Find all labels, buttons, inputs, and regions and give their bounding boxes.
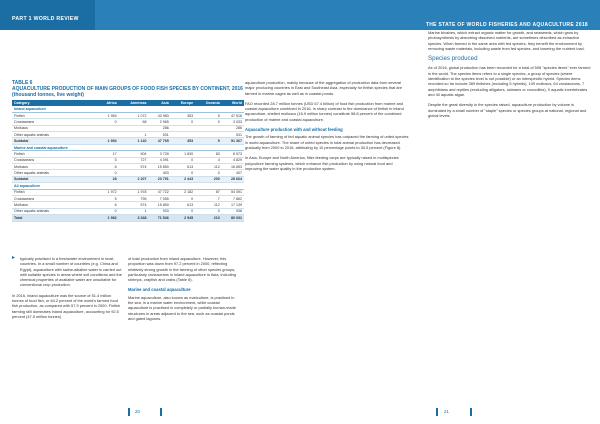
table-cell: 200: [195, 176, 222, 182]
bullet-paragraph: [12, 256, 122, 288]
paragraph: In Asia, Europe and North America, filter-feeding carps are typically raised in multispecies polyculture farming systems, which enhance fish production by using natural food and improving the water quality in the production system.: [245, 155, 399, 171]
row-label-cell: Other aquatic animals: [12, 132, 98, 138]
table-cell: 1 140: [119, 138, 149, 144]
table-cell: 15 850: [149, 202, 171, 208]
row-label-cell: Other aquatic animals: [12, 208, 98, 214]
production-table: [12, 100, 244, 222]
text-column-1: [12, 256, 122, 324]
row-label-cell: Marine and coastal aquaculture: [12, 144, 98, 150]
table-cell: 0: [195, 119, 222, 125]
table-cell: 353: [171, 138, 195, 144]
header-publication-title: THE STATE OF WORLD FISHERIES AND AQUACULTURE 2018: [425, 22, 588, 28]
table-cell: 3 033: [222, 119, 244, 125]
table-subtitle: (thousand tonnes, live weight): [12, 92, 84, 98]
table-cell: 51 367: [222, 138, 244, 144]
section-heading: Marine and coastal aquaculture: [128, 287, 191, 293]
table-cell: 0: [171, 119, 195, 125]
table-cell: 0: [171, 157, 195, 163]
paragraph: Marine bivalves, which extract organic matter for growth, and seaweeds, which grow by photosynthesis by absorbing dissolved nutrients, are sometimes described as extractive species. When farmed in the same area with fed species, they benefit the environment by removing waste materials, including waste from fed species, and lowering the nutrient load.: [428, 30, 585, 51]
table-cell: 2 182: [171, 189, 195, 195]
table-cell: 795: [119, 195, 149, 201]
table-body: [12, 106, 244, 221]
table-cell: 16 853: [222, 164, 244, 170]
column-header: Oceania: [195, 100, 222, 106]
table-cell: 1 954: [98, 138, 119, 144]
column-header: World: [222, 100, 244, 106]
page-header: [0, 0, 600, 30]
column-header: Africa: [98, 100, 119, 106]
section-heading-large: Species produced: [428, 55, 478, 63]
table-cell: 4: [195, 157, 222, 163]
table-cell: 47 722: [149, 189, 171, 195]
table-cell: 0: [195, 208, 222, 214]
table-cell: 0: [98, 208, 119, 214]
table-cell: 1 982: [98, 215, 119, 221]
row-label-cell: Subtotal: [12, 176, 98, 182]
header-section-title: PART 1 WORLD REVIEW: [12, 16, 79, 22]
table-cell: 1 954: [98, 112, 119, 118]
table-cell: 286: [222, 125, 244, 131]
row-label-cell: Finfish: [12, 151, 98, 157]
table-cell: 0: [98, 170, 119, 176]
row-label-cell: Subtotal: [12, 138, 98, 144]
table-cell: 112: [195, 202, 222, 208]
table-cell: 5: [98, 157, 119, 163]
table-cell: 5: [195, 112, 222, 118]
row-label-cell: Molluscs: [12, 125, 98, 131]
production-table-block: [12, 80, 244, 222]
table-cell: 17 139: [222, 202, 244, 208]
row-label-cell: All aquaculture: [12, 183, 98, 189]
table-cell: 28 664: [222, 176, 244, 182]
paragraph: of total production from inland aquaculture. However, this proportion was down from 97.2 percent in 2000, reflecting relatively strong growth in the farming of other species groups, particularly crustaceans in inland aquaculture in Asia, including shrimps, crayfish and crabs (Table 6).: [128, 256, 236, 283]
table-cell: 7 055: [149, 195, 171, 201]
paragraph: As of 2016, global production has been recorded for a total of 598 "species items" ever farmed in the world. The species items refers to a single species, a group of species (where identification to the species level is not possible) or an interspecific hybrid. Species items recorded so far include 369 finfishes (including 5 hybrids), 109 molluscs, 64 crustaceans, 7 amphibians and reptiles (excluding alligators, caimans or crocodiles), 9 aquatic invertebrates and 40 aquatic algae.: [428, 65, 591, 97]
table-cell: 28: [98, 176, 119, 182]
row-label-cell: Total: [12, 215, 98, 221]
table-cell: 23 791: [149, 176, 171, 182]
table-cell: 5: [195, 138, 222, 144]
table-cell: 15 850: [149, 164, 171, 170]
table-cell: 727: [119, 157, 149, 163]
table-cell: 574: [119, 164, 149, 170]
table-cell: 43 983: [149, 112, 171, 118]
table-cell: 0: [171, 170, 195, 176]
table-cell: 574: [119, 202, 149, 208]
table-label: TABLE 6: [12, 80, 33, 86]
table-cell: 7: [195, 195, 222, 201]
section-heading: Aquaculture production with and without feeding: [245, 127, 343, 133]
table-cell: 0: [195, 170, 222, 176]
column-header: Asia: [149, 100, 171, 106]
table-cell: 3 739: [149, 151, 171, 157]
page-number-left: 20: [135, 409, 140, 414]
row-label-cell: Molluscs: [12, 164, 98, 170]
paragraph-text: typically practised in a freshwater environment in most countries. In a small number of countries (e.g. China and Egypt), aquaculture with saline-alkaline water is carried out with suitable species in areas where soil conditions and the chemical properties of available water are unsuitable for conventional crop production.: [20, 256, 122, 288]
table-cell: 6: [98, 164, 119, 170]
table-cell: 353: [171, 112, 195, 118]
table-cell: 531: [149, 132, 171, 138]
table-cell: 68: [119, 119, 149, 125]
text-column-2: [128, 256, 238, 326]
table-cell: 17: [98, 151, 119, 157]
footer-divider: [470, 408, 472, 416]
table-cell: 47 516: [222, 112, 244, 118]
paragraph: The growth of farming of fed aquatic animal species has outpaced the farming of unfed species in world aquaculture. The share of unfed species in total animal production has decreased gradually from 2000 to 2016, attributing by 10 percentage points to 30.5 percent (Figure 8).: [245, 134, 409, 150]
table-cell: 0: [98, 119, 119, 125]
table-cell: 2 945: [171, 215, 195, 221]
header-band-left: [0, 0, 95, 30]
table-cell: 80 031: [222, 215, 244, 221]
column-header: Category: [12, 100, 98, 106]
table-cell: 1 972: [98, 189, 119, 195]
row-label-cell: Inland aquaculture: [12, 106, 98, 112]
table-cell: 1 830: [171, 151, 195, 157]
table-cell: 47 765: [149, 138, 171, 144]
table-total-row: [12, 215, 244, 221]
table-cell: 613: [171, 164, 195, 170]
paragraph: Marine aquaculture, also known as mariculture, is practised in the sea, in a marine water environment, while coastal aquaculture is practised in completely or partially human-made structures in areas adjacent to the sea, such as coastal ponds and gated lagoons.: [128, 294, 236, 321]
table-cell: 4 091: [149, 157, 171, 163]
row-label-cell: Crustaceans: [12, 157, 98, 163]
table-cell: 403: [149, 170, 171, 176]
table-cell: 2 207: [119, 176, 149, 182]
table-cell: 1 072: [119, 112, 149, 118]
table-cell: 71 546: [149, 215, 171, 221]
row-label-cell: Other aquatic animals: [12, 170, 98, 176]
table-cell: 7 862: [222, 195, 244, 201]
table-title: AQUACULTURE PRODUCTION OF MAIN GROUPS OF FOOD FISH SPECIES BY CONTINENT, 2016: [12, 86, 243, 92]
table-cell: 531: [222, 132, 244, 138]
table-cell: 5: [98, 195, 119, 201]
table-cell: 1: [119, 208, 149, 214]
row-label-cell: Crustaceans: [12, 195, 98, 201]
column-header: Americas: [119, 100, 149, 106]
table-cell: 6 573: [222, 151, 244, 157]
table-cell: 938: [222, 208, 244, 214]
table-cell: 407: [222, 170, 244, 176]
table-cell: 613: [171, 202, 195, 208]
row-label-cell: Crustaceans: [12, 119, 98, 125]
table-cell: 2 965: [149, 119, 171, 125]
paragraph: FAO recorded 28.7 million tonnes (USD 67.4 billion) of food fish production from marine and coastal aquaculture combined in 2016. In sharp contrast to the dominance of finfish in inland aquaculture, shelled molluscs (16.9 million tonnes) constitute 58.8 percent of the combined production of marine and coastal aquaculture.: [245, 100, 404, 122]
column-header: Europe: [171, 100, 195, 106]
table-cell: 0: [171, 208, 195, 214]
table-cell: 933: [149, 208, 171, 214]
text-column-3: [245, 80, 410, 176]
table-cell: 1 978: [119, 189, 149, 195]
row-label-cell: Molluscs: [12, 202, 98, 208]
table-cell: 4 829: [222, 157, 244, 163]
table-cell: 6: [98, 202, 119, 208]
paragraph: aquaculture production, mainly because of the aggregation of production data from several major producing countries in East and Southeast Asia, especially for finfish species that are farmed in marine cages as well as in coastal ponds.: [245, 80, 403, 96]
footer-divider: [436, 408, 438, 416]
table-cell: 83: [195, 151, 222, 157]
table-cell: 904: [119, 151, 149, 157]
table-cell: 2 443: [171, 176, 195, 182]
table-cell: 54 091: [222, 189, 244, 195]
page-number-right: 21: [444, 409, 449, 414]
footer-divider: [160, 408, 162, 416]
table-cell: 1: [119, 132, 149, 138]
table-cell: 286: [149, 125, 171, 131]
paragraph: In 2016, inland aquaculture was the source of 51.4 million tonnes of food fish, or 64.2 percent of the world's farmed food fish production, as compared with 57.9 percent in 2000. Finfish farming still dominates inland aquaculture, accounting for 92.5 percent (47.5 million tonnes): [12, 292, 121, 319]
text-column-4: [428, 30, 593, 123]
row-label-cell: Finfish: [12, 112, 98, 118]
table-cell: 0: [171, 195, 195, 201]
table-cell: 3 348: [119, 215, 149, 221]
bullet-arrow-icon: ▸: [12, 255, 16, 261]
table-cell: 87: [195, 189, 222, 195]
row-label-cell: Finfish: [12, 189, 98, 195]
table-cell: 210: [195, 215, 222, 221]
table-cell: 112: [195, 164, 222, 170]
footer-divider: [128, 408, 130, 416]
paragraph: Despite the great diversity in the species raised, aquaculture production by volume is dominated by a small number of "staple" species or species groups at national, regional and global levels.: [428, 102, 587, 118]
